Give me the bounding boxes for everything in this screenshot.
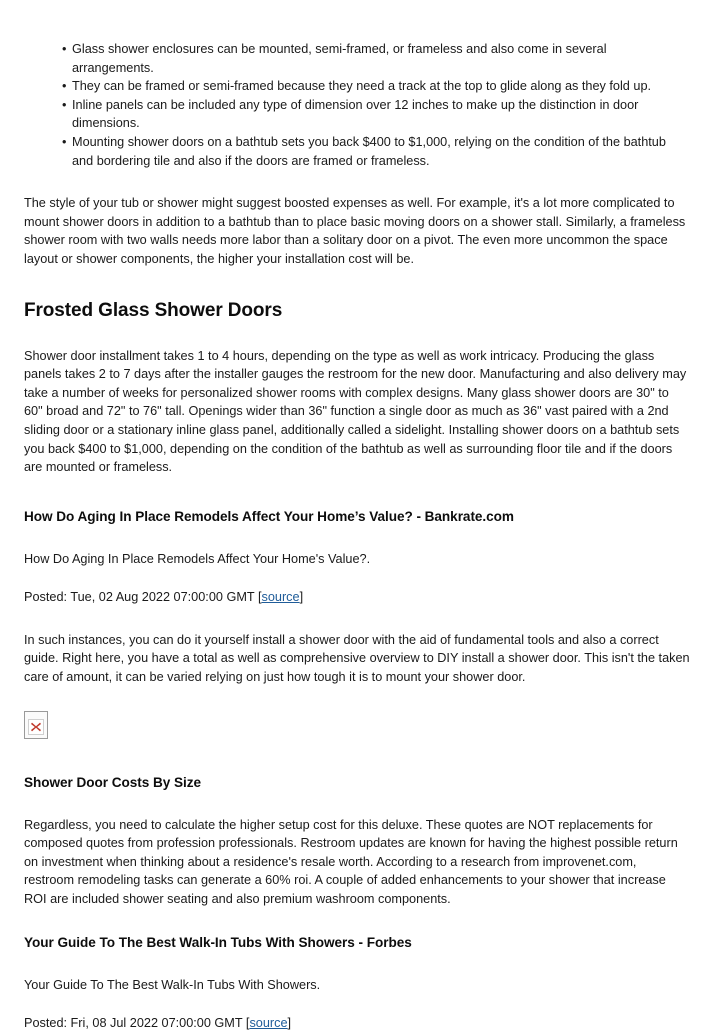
costs-heading: Shower Door Costs By Size	[24, 774, 202, 790]
intro-paragraph: The style of your tub or shower might suggest boosted expenses as well. For example, it's a lot more complicated to mount shower doors in addition to a bathtub than to place basic moving doors on a shower stall. Similarly, a frameless shower room with two walls needs more labor than a solitary door on a pivot. The even more uncommon the space layout or shower components, the higher your installation cost will be.	[24, 196, 686, 266]
diy-paragraph: In such instances, you can do it yourself install a shower door with the aid of fundamental tools and also a correct guide. Right here, you have a total as well as comprehensive overview to DIY install a shower door. This isn't the taken care of amount, it can be varied relying on just how tough it is to mount your shower door.	[24, 632, 690, 685]
list-item: • They can be framed or semi-framed because they need a track at the top to glide along as they fold up.	[62, 77, 690, 96]
list-item: • Inline panels can be included any type of dimension over 12 inches to make up the distinction in door dimensions.	[62, 96, 690, 133]
spacer	[24, 952, 690, 976]
spacer	[24, 477, 690, 507]
bracket-close: ]	[287, 1016, 292, 1031]
source-link[interactable]: source	[261, 590, 300, 605]
article-two-summary: Your Guide To The Best Walk-In Tubs With Showers.	[24, 977, 321, 992]
section-paragraph: Shower door installment takes 1 to 4 hours, depending on the type as well as work intricacy. Producing the glass panels takes 2 to 7 days after the installer gauges the restroom for the new door. Manufacturing and also delivery may take a number of weeks for personalized shower rooms with complex designs. Many glass shower doors are 30" to 60" broad and 72" to 76" tall. Openings wider than 36" function a single door as much as 36" vast paired with a 2nd sliding door or a stationary inline glass panel, additionally called a sidelight. Installing shower doors on a bathtub sets you back $400 to $1,000, depending on the condition of the bathtub as well as surrounding floor tile and if the doors are mounted or frameless.	[24, 348, 687, 475]
spacer	[24, 170, 690, 194]
source-link[interactable]: source	[249, 1016, 288, 1031]
spacer	[24, 792, 690, 816]
article-two-posted	[24, 1014, 690, 1033]
page-title: Frosted Glass Shower Doors	[24, 299, 283, 321]
posted-date-text: Posted: Fri, 08 Jul 2022 07:00:00 GMT	[24, 1016, 246, 1031]
spacer	[24, 994, 690, 1014]
bracket-close: ]	[299, 590, 304, 605]
feature-bullet-list	[24, 40, 690, 170]
spacer	[24, 323, 690, 347]
article-two-heading: Your Guide To The Best Walk-In Tubs With Showers - Forbes	[24, 934, 412, 950]
posted-date-text: Posted: Tue, 02 Aug 2022 07:00:00 GMT	[24, 590, 258, 605]
spacer	[24, 607, 690, 631]
spacer	[24, 526, 690, 550]
article-one-heading: How Do Aging In Place Remodels Affect Your Home’s Value? - Bankrate.com	[24, 508, 514, 524]
list-item: • Mounting shower doors on a bathtub sets you back $400 to $1,000, relying on the condition of the bathtub and bordering tile and also if the doors are framed or frameless.	[62, 133, 690, 170]
broken-image-icon	[24, 711, 48, 739]
costs-paragraph: Regardless, you need to calculate the higher setup cost for this deluxe. These quotes are NOT replacements for composed quotes from profession professionals. Restroom updates are known for having the highest possible return on investment when thinking about a residence's resale worth. According to a research from improvenet.com, restroom remodeling tasks can generate a 60% roi. A couple of added enhancements to your shower that increase ROI are included shower seating and also premium washroom components.	[24, 817, 678, 907]
broken-image-inner	[28, 719, 44, 735]
article-one-summary: How Do Aging In Place Remodels Affect Your Home's Value?.	[24, 551, 371, 566]
spacer	[24, 269, 690, 299]
red-x-icon	[30, 721, 42, 733]
spacer	[24, 687, 690, 711]
spacer	[24, 909, 690, 933]
bracket-open: [	[245, 1016, 250, 1031]
article-one-posted	[24, 588, 690, 607]
list-item: • Glass shower enclosures can be mounted, semi-framed, or frameless and also come in several arrangements.	[62, 40, 690, 77]
bracket-open: [	[257, 590, 262, 605]
spacer	[24, 568, 690, 588]
article-content	[24, 40, 690, 1033]
spacer	[24, 739, 690, 773]
